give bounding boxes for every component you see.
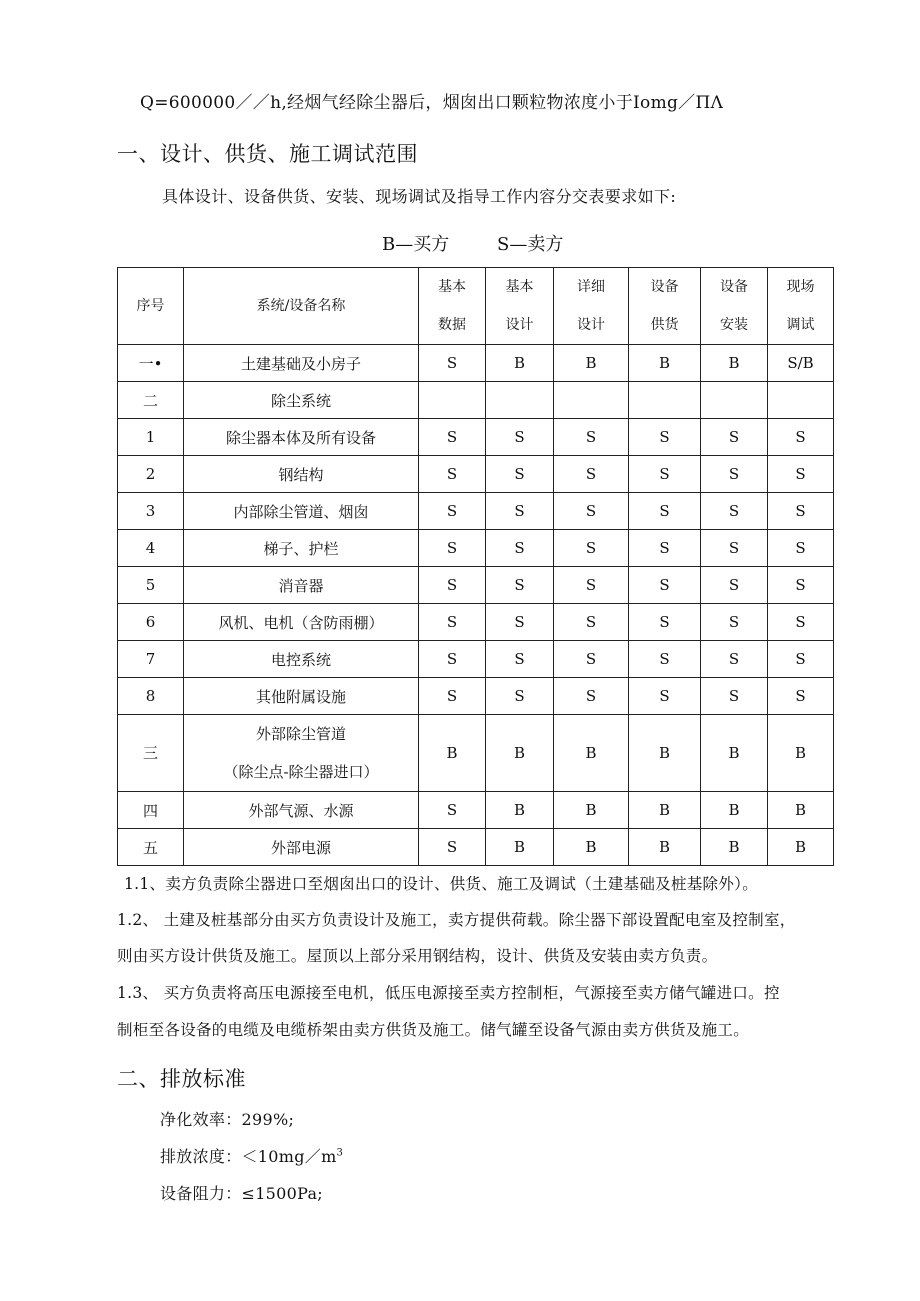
row-number-cell: 三	[118, 715, 184, 792]
responsibility-cell: S	[486, 456, 554, 493]
row-name: 梯子、护栏	[263, 539, 339, 558]
responsibility-cell: S	[486, 678, 554, 715]
row-name: 外部电源	[270, 838, 331, 857]
row-name: 外部除尘管道	[255, 725, 346, 743]
row-number-cell: 二	[118, 382, 184, 419]
row-name-cell	[184, 792, 419, 829]
row-name: 风机、电机（含防雨棚）	[218, 613, 384, 632]
responsibility-cell	[701, 382, 768, 419]
responsibility-cell: S	[419, 530, 486, 567]
row-name: 其他附属设施	[255, 687, 346, 706]
table-body	[118, 345, 834, 866]
responsibility-cell: S	[701, 456, 768, 493]
responsibility-cell: B	[768, 792, 834, 829]
note-1-3-line2: 制柜至各设备的电缆及电缆桥架由卖方供货及施工。储气罐至设备气源由卖方供货及施工。	[117, 1021, 750, 1039]
responsibility-cell: S	[554, 493, 629, 530]
row-name-cell	[184, 419, 419, 456]
responsibility-cell: S	[768, 456, 834, 493]
row-name-cell	[184, 493, 419, 530]
responsibility-cell: S	[629, 678, 701, 715]
responsibility-cell: B	[629, 715, 701, 792]
equipment-resistance: 设备阻力：≤1500Pa;	[160, 1184, 324, 1203]
responsibility-cell	[629, 382, 701, 419]
header-label: 安装	[720, 317, 748, 333]
responsibility-cell: S	[486, 419, 554, 456]
header-cell	[768, 268, 834, 345]
responsibility-cell: S	[419, 604, 486, 641]
responsibility-cell: S	[486, 567, 554, 604]
row-number-cell: 2	[118, 456, 184, 493]
header-cell	[554, 268, 629, 345]
row-name: 消音器	[278, 576, 324, 595]
responsibility-cell: S	[629, 493, 701, 530]
header-label: 调试	[786, 317, 815, 333]
responsibility-cell: S	[768, 530, 834, 567]
responsibility-cell: S/B	[768, 345, 834, 382]
row-name-cell	[184, 530, 419, 567]
row-number-cell: 1	[118, 419, 184, 456]
responsibility-cell	[419, 382, 486, 419]
row-name: 钢结构	[278, 465, 324, 484]
section-heading-emission: 二、排放标准	[117, 1067, 246, 1091]
row-name-cell	[184, 829, 419, 866]
responsibility-cell: B	[486, 829, 554, 866]
responsibility-cell: B	[768, 715, 834, 792]
row-number-cell: 5	[118, 567, 184, 604]
responsibility-cell: S	[768, 604, 834, 641]
responsibility-cell: S	[701, 567, 768, 604]
header-label: 设备	[650, 279, 679, 295]
responsibility-cell: S	[554, 456, 629, 493]
responsibility-cell: S	[419, 792, 486, 829]
responsibility-cell: S	[419, 641, 486, 678]
table-row	[118, 792, 834, 829]
responsibility-cell: S	[486, 530, 554, 567]
responsibility-cell: S	[701, 604, 768, 641]
section-heading-scope: 一、设计、供货、施工调试范围	[117, 142, 418, 166]
responsibility-cell: S	[768, 641, 834, 678]
header-label: 设备	[720, 279, 748, 295]
responsibility-cell: S	[629, 419, 701, 456]
responsibility-cell: B	[419, 715, 486, 792]
header-label: 设计	[577, 317, 605, 333]
responsibility-cell: B	[554, 792, 629, 829]
header-label: 数据	[438, 317, 466, 333]
responsibility-cell: S	[419, 456, 486, 493]
responsibility-cell: B	[486, 792, 554, 829]
row-name: 除尘器本体及所有设备	[225, 428, 376, 447]
row-name-cell	[184, 567, 419, 604]
responsibility-cell: S	[629, 641, 701, 678]
responsibility-cell: B	[701, 345, 768, 382]
note-1-2-line2: 则由买方设计供货及施工。屋顶以上部分采用钢结构，设计、供货及安装由卖方负责。	[117, 947, 718, 965]
intro-line: Q=600000／／h,经烟气经除尘器后，烟囱出口颗粒物浓度小于Iomg／ΠΛ	[140, 93, 724, 113]
responsibility-cell: S	[701, 678, 768, 715]
row-number-cell: 8	[118, 678, 184, 715]
row-name-secondary: （除尘点-除尘器进口）	[223, 763, 379, 781]
note-1-3-line1: 1.3、 买方负责将高压电源接至电机，低压电源接至卖方控制柜，气源接至卖方储气罐进口。控	[117, 984, 780, 1002]
row-number-cell: 6	[118, 604, 184, 641]
row-name-cell	[184, 345, 419, 382]
row-number-cell: 7	[118, 641, 184, 678]
responsibility-cell: S	[486, 604, 554, 641]
table-row	[118, 530, 834, 567]
row-name: 外部气源、水源	[248, 801, 354, 820]
row-name-cell	[184, 456, 419, 493]
header-label: 系统/设备名称	[256, 298, 346, 314]
header-label: 供货	[650, 317, 679, 333]
responsibility-cell: B	[486, 345, 554, 382]
responsibility-cell: B	[629, 829, 701, 866]
scope-intro-text: 具体设计、设备供货、安装、现场调试及指导工作内容分交表要求如下:	[162, 187, 677, 206]
header-label: 序号	[136, 298, 165, 314]
row-number-cell: 4	[118, 530, 184, 567]
table-row	[118, 382, 834, 419]
table-row	[118, 493, 834, 530]
responsibility-cell: B	[629, 345, 701, 382]
table-row	[118, 604, 834, 641]
row-number-cell: 四	[118, 792, 184, 829]
row-name-cell	[184, 604, 419, 641]
responsibility-cell: B	[701, 792, 768, 829]
row-number-cell: 3	[118, 493, 184, 530]
responsibility-cell: S	[629, 456, 701, 493]
table-header-row	[118, 268, 834, 345]
header-label: 基本	[438, 279, 466, 295]
responsibility-cell: S	[419, 829, 486, 866]
row-number-cell: 五	[118, 829, 184, 866]
responsibility-cell: S	[768, 493, 834, 530]
responsibility-cell: B	[554, 829, 629, 866]
table-row	[118, 456, 834, 493]
responsibility-cell: B	[768, 829, 834, 866]
header-cell	[184, 268, 419, 345]
responsibility-cell	[554, 382, 629, 419]
responsibility-cell	[486, 382, 554, 419]
responsibility-cell: S	[554, 567, 629, 604]
responsibility-cell: S	[419, 345, 486, 382]
responsibility-cell: S	[768, 678, 834, 715]
row-name: 电控系统	[270, 650, 331, 669]
concentration-text: 排放浓度：＜10mg／m	[160, 1147, 337, 1166]
row-name-cell	[184, 382, 419, 419]
responsibility-cell: S	[554, 530, 629, 567]
table-row	[118, 567, 834, 604]
responsibility-cell: S	[554, 678, 629, 715]
row-name-cell	[184, 715, 419, 792]
responsibility-cell: S	[629, 530, 701, 567]
row-name: 土建基础及小房子	[240, 354, 361, 373]
responsibility-cell: S	[768, 567, 834, 604]
row-number-cell: 一•	[118, 345, 184, 382]
header-cell	[701, 268, 768, 345]
row-name: 除尘系统	[270, 391, 331, 410]
legend-buyer: B—买方	[382, 234, 450, 255]
row-name-cell	[184, 678, 419, 715]
legend-seller: S—卖方	[497, 234, 564, 255]
responsibility-cell: B	[629, 792, 701, 829]
responsibility-cell	[768, 382, 834, 419]
responsibility-cell: S	[419, 493, 486, 530]
header-label: 基本	[505, 279, 534, 295]
note-1-2-line1: 1.2、 土建及桩基部分由买方负责设计及施工，卖方提供荷载。除尘器下部设置配电室及控制室，	[117, 911, 796, 929]
responsibility-cell: B	[701, 715, 768, 792]
scope-table	[117, 267, 834, 866]
note-1-1: 1.1、卖方负责除尘器进口至烟囱出口的设计、供货、施工及调试（土建基础及桩基除外）。	[124, 875, 759, 893]
responsibility-cell: S	[701, 530, 768, 567]
purification-efficiency: 净化效率：299%;	[160, 1110, 295, 1129]
responsibility-cell: S	[629, 604, 701, 641]
responsibility-cell: S	[701, 419, 768, 456]
table-row	[118, 715, 834, 792]
table-row	[118, 678, 834, 715]
table-row	[118, 419, 834, 456]
concentration-superscript: 3	[336, 1147, 344, 1159]
row-name: 内部除尘管道、烟囱	[233, 502, 369, 521]
table-row	[118, 641, 834, 678]
responsibility-cell: B	[701, 829, 768, 866]
responsibility-cell: S	[554, 641, 629, 678]
responsibility-cell: S	[701, 493, 768, 530]
responsibility-cell: S	[554, 419, 629, 456]
table-row	[118, 829, 834, 866]
row-name-cell	[184, 641, 419, 678]
responsibility-cell: B	[554, 345, 629, 382]
emission-concentration	[160, 1144, 343, 1167]
responsibility-cell: S	[486, 641, 554, 678]
header-cell	[629, 268, 701, 345]
responsibility-cell: S	[419, 419, 486, 456]
responsibility-cell: S	[419, 567, 486, 604]
header-cell	[118, 268, 184, 345]
responsibility-cell: S	[768, 419, 834, 456]
responsibility-cell: B	[486, 715, 554, 792]
responsibility-cell: S	[554, 604, 629, 641]
responsibility-cell: B	[554, 715, 629, 792]
header-cell	[419, 268, 486, 345]
responsibility-cell: S	[629, 567, 701, 604]
header-cell	[486, 268, 554, 345]
table-row	[118, 345, 834, 382]
responsibility-cell: S	[486, 493, 554, 530]
header-label: 现场	[786, 279, 815, 295]
responsibility-cell: S	[419, 678, 486, 715]
responsibility-cell: S	[701, 641, 768, 678]
header-label: 详细	[577, 279, 605, 295]
header-label: 设计	[505, 317, 534, 333]
